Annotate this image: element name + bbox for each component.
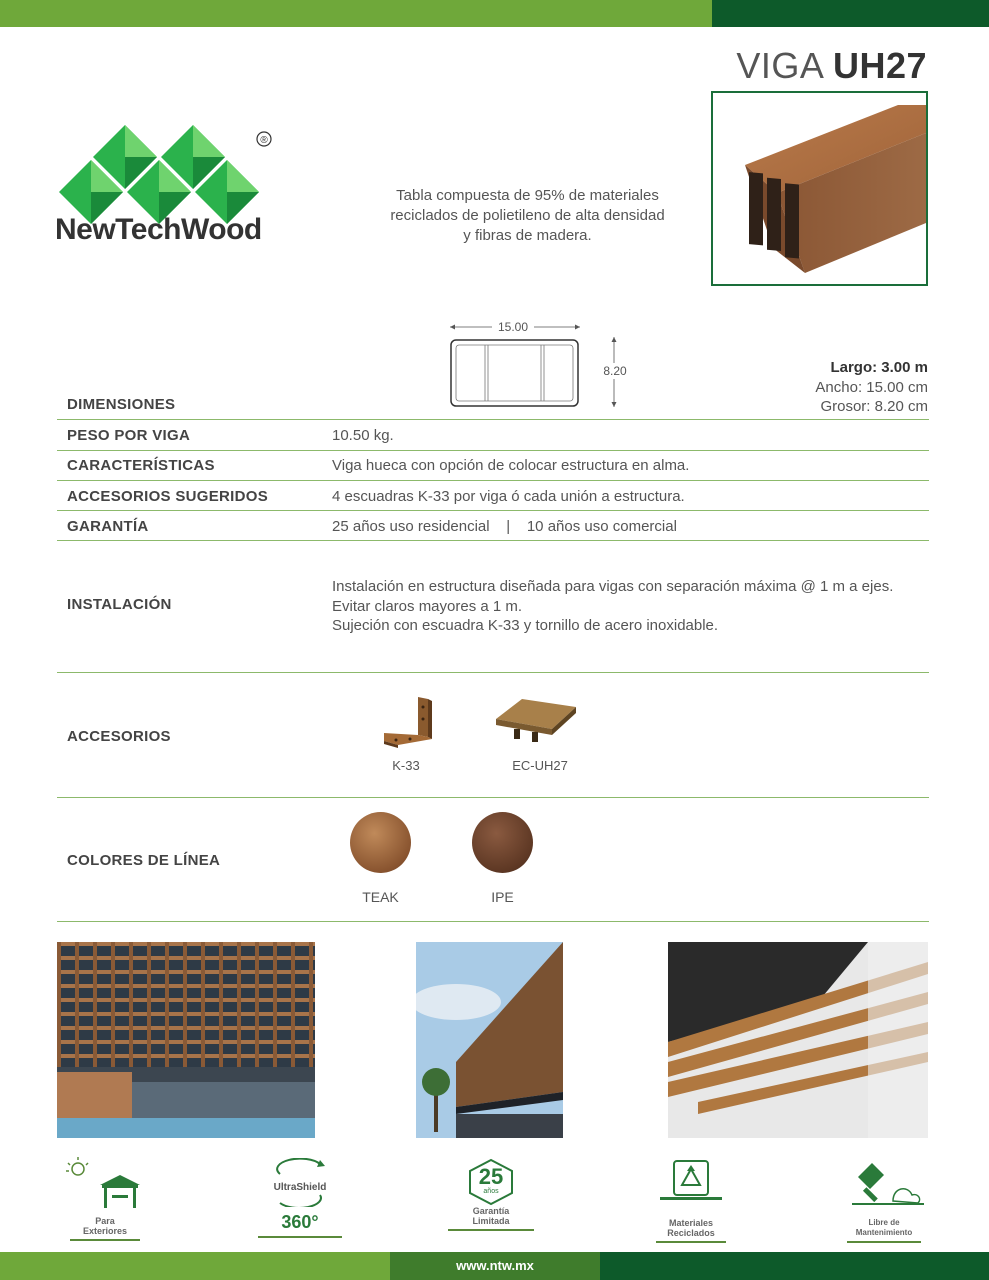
footer-url-link[interactable]: www.ntw.mx <box>456 1258 534 1273</box>
title-bold: UH27 <box>832 45 927 86</box>
swatch-ipe <box>472 812 533 873</box>
badge-garantia-line2: Limitada <box>472 1216 510 1226</box>
width-label: 15.00 <box>497 320 529 334</box>
label-caracteristicas: CARACTERÍSTICAS <box>67 457 215 474</box>
registered-mark: ® <box>260 135 268 146</box>
photo-building-facade <box>416 942 563 1138</box>
footer-bar-dark <box>600 1252 989 1280</box>
footer-bar-light <box>0 1252 390 1280</box>
cross-section-drawing <box>440 315 640 415</box>
label-peso: PESO POR VIGA <box>67 427 191 444</box>
label-accesorios: ACCESORIOS <box>67 728 171 745</box>
ultrashield-360: 360° <box>281 1212 319 1232</box>
product-image <box>711 91 928 286</box>
beam-outline <box>451 340 578 406</box>
page-title <box>736 45 927 87</box>
divider <box>57 672 929 673</box>
value-peso: 10.50 kg. <box>332 427 394 444</box>
label-garantia: GARANTÍA <box>67 518 149 535</box>
ultrashield-arrow <box>255 1193 345 1207</box>
divider <box>57 797 929 798</box>
ultrashield-brand: UltraShield <box>273 1182 327 1193</box>
instalacion-line-3: Sujeción con escuadra K-33 y tornillo de acero inoxidable. <box>332 617 719 634</box>
badge-mantenimiento-line2: Mantenimiento <box>855 1228 913 1237</box>
sun-pergola-icon <box>60 1155 150 1211</box>
swatch-ipe-label: IPE <box>491 889 514 905</box>
badge-underline <box>448 1229 534 1231</box>
value-caracteristicas: Viga hueca con opción de colocar estructura en alma. <box>332 457 690 474</box>
badge-underline <box>656 1241 726 1243</box>
beam-render <box>713 93 926 284</box>
intro-line-1: Tabla compuesta de 95% de materiales <box>396 187 659 204</box>
intro-line-3: y fibras de madera. <box>463 227 592 244</box>
badge-mantenimiento-line1: Libre de <box>868 1218 900 1227</box>
badge-exteriores-line2: Exteriores <box>82 1226 128 1236</box>
divider <box>57 419 929 420</box>
title-light: VIGA <box>736 45 823 86</box>
accessory-ec-uh27-label: EC-UH27 <box>512 758 568 773</box>
warranty-years-unit: años <box>483 1188 499 1195</box>
badge-underline <box>847 1241 921 1243</box>
label-instalacion: INSTALACIÓN <box>67 596 172 613</box>
divider <box>57 510 929 511</box>
instalacion-line-2: Evitar claros mayores a 1 m. <box>332 597 523 615</box>
ultrashield-icon <box>255 1158 345 1178</box>
badge-exteriores-line1: Para <box>95 1216 115 1226</box>
badge-reciclados-line1: Materiales <box>668 1218 714 1228</box>
spec-grosor: Grosor: 8.20 cm <box>820 398 928 415</box>
dimension-specs <box>815 358 928 417</box>
badge-reciclados <box>646 1157 736 1243</box>
warranty-25-icon <box>466 1158 516 1206</box>
accessory-k33-label: K-33 <box>392 758 420 773</box>
endcap-ec-uh27-image <box>494 697 578 747</box>
badge-reciclados-line2: Reciclados <box>667 1228 715 1238</box>
swatch-teak-label: TEAK <box>362 889 399 905</box>
warranty-years: 25 <box>478 1164 504 1189</box>
photo-pergola <box>668 942 928 1138</box>
value-instalacion <box>332 577 893 636</box>
badge-garantia <box>445 1158 537 1231</box>
divider <box>57 540 929 541</box>
brand-name: NewTechWood <box>55 213 262 246</box>
divider <box>57 480 929 481</box>
value-garantia: 25 años uso residencial | 10 años uso comercial <box>332 518 677 535</box>
logo-pyramids <box>59 125 259 224</box>
badge-ultrashield <box>255 1158 345 1238</box>
divider <box>57 921 929 922</box>
label-dimensiones: DIMENSIONES <box>67 396 176 413</box>
footer-bar <box>0 1252 989 1280</box>
intro-text <box>360 186 695 246</box>
height-label: 8.20 <box>603 364 627 378</box>
intro-line-2: reciclados de polietileno de alta densidad <box>390 207 665 224</box>
label-accesorios-sugeridos: ACCESORIOS SUGERIDOS <box>67 488 269 505</box>
photo-ceiling-grid <box>57 942 315 1138</box>
badge-garantia-line1: Garantía <box>472 1206 510 1216</box>
swatch-teak <box>350 812 411 873</box>
top-bar-light <box>0 0 712 27</box>
bracket-k33-image <box>380 695 440 750</box>
value-accesorios-sugeridos: 4 escuadras K-33 por viga ó cada unión a estructura. <box>332 488 685 505</box>
label-colores: COLORES DE LÍNEA <box>67 852 221 869</box>
spec-ancho: Ancho: 15.00 cm <box>815 378 928 396</box>
instalacion-line-1: Instalación en estructura diseñada para vigas con separación máxima @ 1 m a ejes. <box>332 578 894 595</box>
top-bar-dark <box>712 0 989 27</box>
divider <box>57 450 929 451</box>
brush-icon <box>838 1157 930 1213</box>
spec-largo: Largo: 3.00 m <box>830 359 928 376</box>
badge-underline <box>70 1239 140 1241</box>
recycle-icon <box>646 1157 736 1213</box>
badge-exteriores <box>60 1155 150 1241</box>
badge-underline <box>258 1236 342 1238</box>
badge-mantenimiento <box>838 1157 930 1243</box>
